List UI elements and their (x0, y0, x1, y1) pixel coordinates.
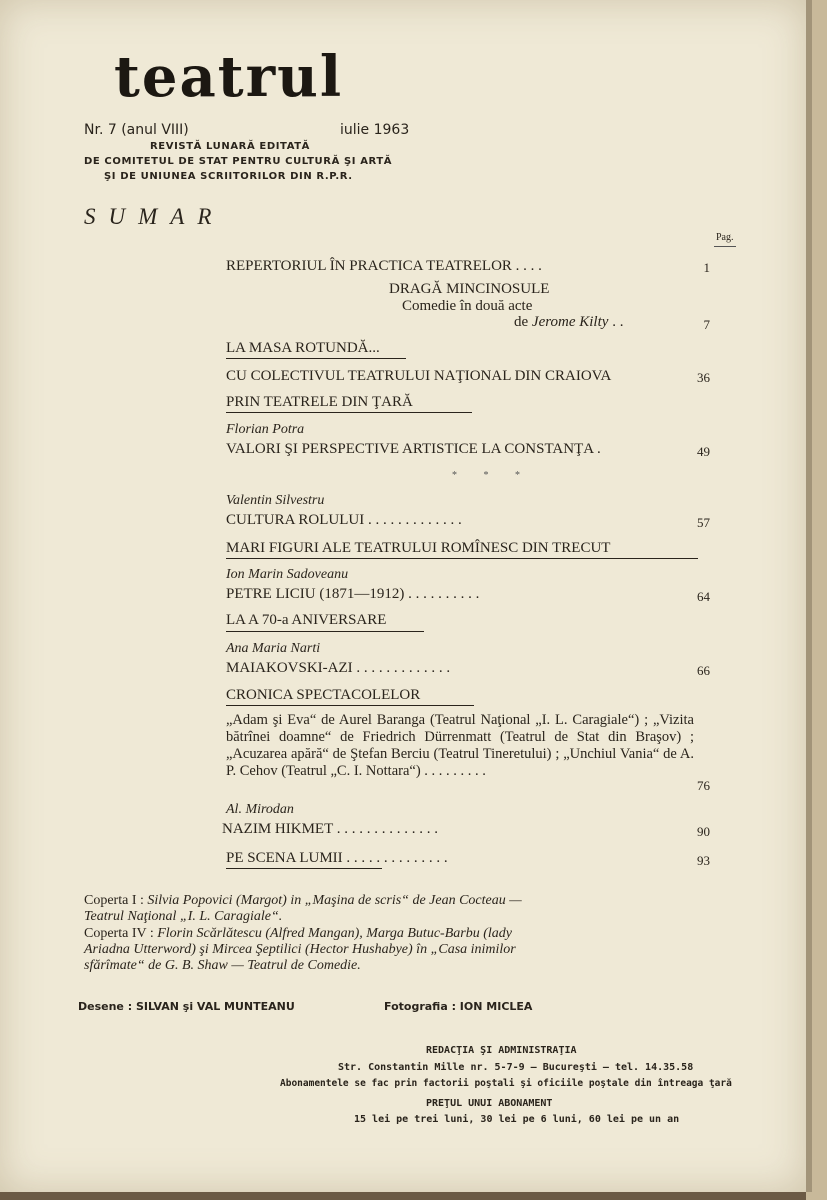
footer-address: Str. Constantin Mille nr. 5-7-9 — Bucureşti — tel. 14.35.58 (338, 1062, 694, 1073)
toc-page-number: 90 (697, 824, 710, 839)
toc-page-number: 36 (697, 370, 710, 385)
footer-heading: REDACŢIA ŞI ADMINISTRAŢIA (426, 1045, 577, 1056)
toc-leader: . . (608, 314, 624, 330)
toc-author: Valentin Silvestru (226, 493, 325, 508)
toc-page-number: 64 (697, 589, 710, 604)
section-underline (226, 558, 698, 559)
section-underline (226, 631, 424, 632)
contents-heading: SUMAR (84, 204, 225, 229)
drawings-credit: Desene : SILVAN şi VAL MUNTEANU (78, 1000, 295, 1013)
cover-text: Florin Scărlătescu (Alfred Mangan), Marga Butuc-Barbu (lady Ariadna Utterword) şi Mircea Şeptilici (Hector Hushabye) în „Casa inimilor sfărîmate“ de G. B. Shaw — Teatrul de Comedie. (84, 926, 516, 973)
toc-author: Al. Mirodan (226, 802, 294, 817)
section-heading: LA A 70-a ANIVERSARE (226, 612, 387, 628)
cover-label: Coperta IV : (84, 926, 158, 941)
toc-author: Ion Marin Sadoveanu (226, 567, 349, 582)
toc-review-list: „Adam şi Eva“ de Aurel Baranga (Teatrul Naţional „I. L. Caragiale“) ; „Vizita bătrînei doamne“ de Friedrich Dürrenmatt (Teatrul de Stat din Braşov) ; „Acuzarea apără“ de Ştefan Berciu (Teatrul Tineretului) ; „Unchiul Vania“ de A. P. Cehov (Teatrul „C. I. Nottara“) . . . . . . . . . (226, 712, 694, 779)
toc-entry-author-line (514, 314, 623, 331)
toc-entry-title: CU COLECTIVUL TEATRULUI NAŢIONAL DIN CRAIOVA (226, 368, 612, 384)
toc-entry-title: PE SCENA LUMII . . . . . . . . . . . . . . (226, 850, 448, 866)
section-heading: LA MASA ROTUNDĂ... (226, 340, 380, 356)
footer-price: 15 lei pe trei luni, 30 lei pe 6 luni, 60 lei pe un an (354, 1114, 680, 1125)
section-heading: PRIN TEATRELE DIN ŢARĂ (226, 394, 413, 410)
toc-page-number: 49 (697, 444, 710, 459)
toc-entry-title: REPERTORIUL ÎN PRACTICA TEATRELOR . . . . (226, 258, 542, 274)
ornament-stars: * * * (452, 470, 532, 481)
toc-entry-title: MAIAKOVSKI-AZI . . . . . . . . . . . . . (226, 660, 451, 676)
section-underline (226, 358, 406, 359)
section-underline (226, 412, 472, 413)
toc-page-number: 66 (697, 663, 710, 678)
toc-entry-title: NAZIM HIKMET . . . . . . . . . . . . . . (222, 821, 438, 837)
footer-price-heading: PREŢUL UNUI ABONAMENT (426, 1098, 553, 1109)
publisher-line: REVISTĂ LUNARĂ EDITATĂ (150, 141, 311, 152)
divider (714, 246, 736, 247)
photo-credit: Fotografia : ION MICLEA (384, 1000, 533, 1013)
toc-entry-title: PETRE LICIU (1871—1912) . . . . . . . . . . (226, 586, 480, 602)
toc-author: Ana Maria Narti (226, 641, 321, 656)
toc-entry-title: VALORI ŞI PERSPECTIVE ARTISTICE LA CONSTANŢA . (226, 441, 601, 457)
page-column-label: Pag. (716, 232, 734, 243)
toc-page-number: 93 (697, 853, 710, 868)
toc-entry-title: DRAGĂ MINCINOSULE (389, 281, 550, 297)
cover-note (84, 893, 554, 925)
section-underline (226, 868, 382, 869)
section-heading: CRONICA SPECTACOLELOR (226, 687, 421, 703)
masthead-title: teatrul (114, 44, 344, 110)
publisher-line: ŞI DE UNIUNEA SCRIITORILOR DIN R.P.R. (104, 171, 353, 182)
cover-text: Silvia Popovici (Margot) in „Maşina de scris“ de Jean Cocteau — Teatrul Naţional „I. L. Caragiale“. (84, 893, 522, 924)
toc-page-number: 7 (703, 317, 710, 332)
toc-entry-title: CULTURA ROLULUI . . . . . . . . . . . . . (226, 512, 462, 528)
issue-number: Nr. 7 (anul VIII) (84, 122, 189, 138)
toc-page-number: 76 (697, 778, 710, 793)
section-heading: MARI FIGURI ALE TEATRULUI ROMÎNESC DIN TRECUT (226, 540, 611, 556)
footer-subscription-note: Abonamentele se fac prin factorii poştali şi oficiile poştale din întreaga ţară (280, 1078, 732, 1089)
toc-text: de (514, 314, 532, 330)
toc-entry-subtitle: Comedie în două acte (402, 298, 533, 314)
publisher-line: DE COMITETUL DE STAT PENTRU CULTURĂ ŞI ARTĂ (84, 156, 393, 167)
toc-page-number: 1 (703, 260, 710, 275)
toc-page-number: 57 (697, 515, 710, 530)
issue-date: iulie 1963 (340, 122, 410, 138)
toc-author: Florian Potra (226, 422, 305, 437)
cover-note (84, 926, 554, 974)
section-underline (226, 705, 474, 706)
toc-author: Jerome Kilty (531, 314, 609, 330)
cover-label: Coperta I : (84, 893, 148, 908)
